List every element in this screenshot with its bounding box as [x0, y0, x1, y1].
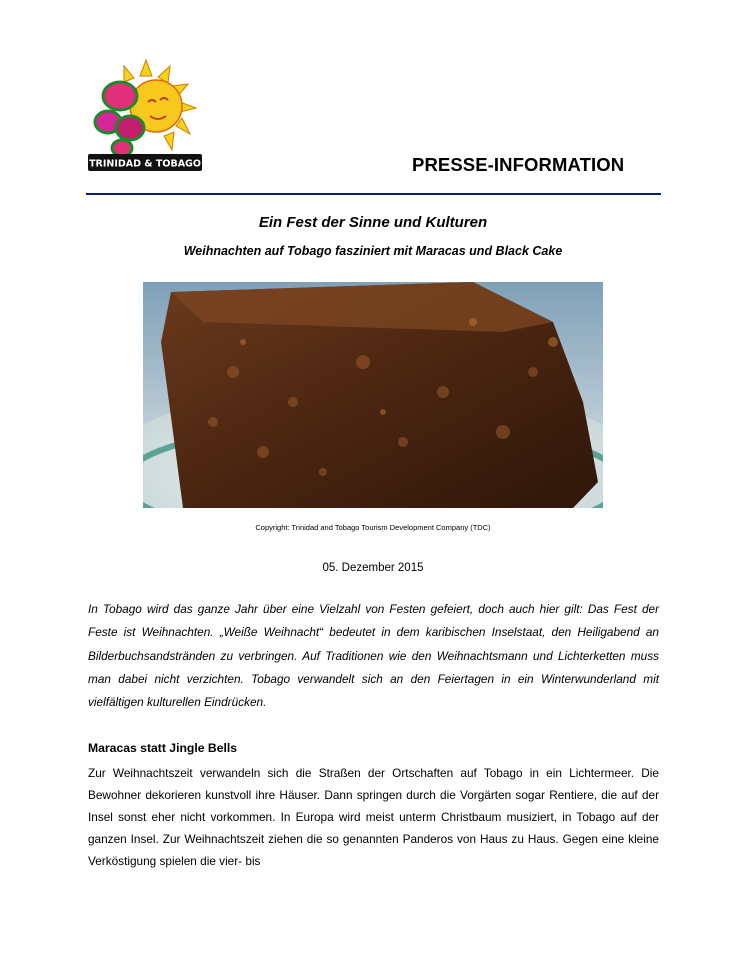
photo-copyright: Copyright: Trinidad and Tobago Tourism Development Company (TDC) [255, 523, 491, 532]
section-body: Zur Weihnachtszeit verwandeln sich die Straßen der Ortschaften auf Tobago in ein Lichtermeer. Die Bewohner dekorieren kunstvoll ihre Häuser. Dann springen durch die Vorgärten sogar Rentiere, die auf der Insel sonst eher nicht vorkommen. In Europa wird meist unterm Christbaum musiziert, in Tobago auf der ganzen Insel. Zur Weihnachtszeit ziehen die so genannten Panderos von Haus zu Haus. Gegen eine kleine Verköstigung spielen die vier- bis [88, 766, 659, 868]
intro-paragraph: In Tobago wird das ganze Jahr über eine Vielzahl von Festen gefeiert, doch auch hier gilt: Das Fest der Feste ist Weihnachten. „Weiße Weihnacht“ bedeutet in dem karibischen Inselstaat, den Heiligabend an Bilderbuchsandstränden zu verbringen. Auf Traditionen wie den Weihnachtsmann und Lichterketten muss man dabei nicht verzichten. Tobago verwandelt sich an den Feiertagen in ein Winterwunderland mit vielfältigen kulturellen Eindrücken. [88, 602, 659, 710]
header-divider [86, 193, 661, 195]
logo-text: TRINIDAD & TOBAGO [89, 158, 201, 170]
sun-flower-logo-icon [86, 58, 206, 176]
section-heading: Maracas statt Jingle Bells [88, 741, 238, 755]
article-title: Ein Fest der Sinne und Kulturen [258, 214, 488, 231]
trinidad-tobago-logo [86, 58, 206, 176]
document-label: PRESSE-INFORMATION [412, 154, 625, 175]
black-cake-photo [143, 282, 603, 508]
article-subtitle: Weihnachten auf Tobago fasziniert mit Maracas und Black Cake [183, 244, 563, 258]
publication-date: 05. Dezember 2015 [322, 562, 424, 574]
